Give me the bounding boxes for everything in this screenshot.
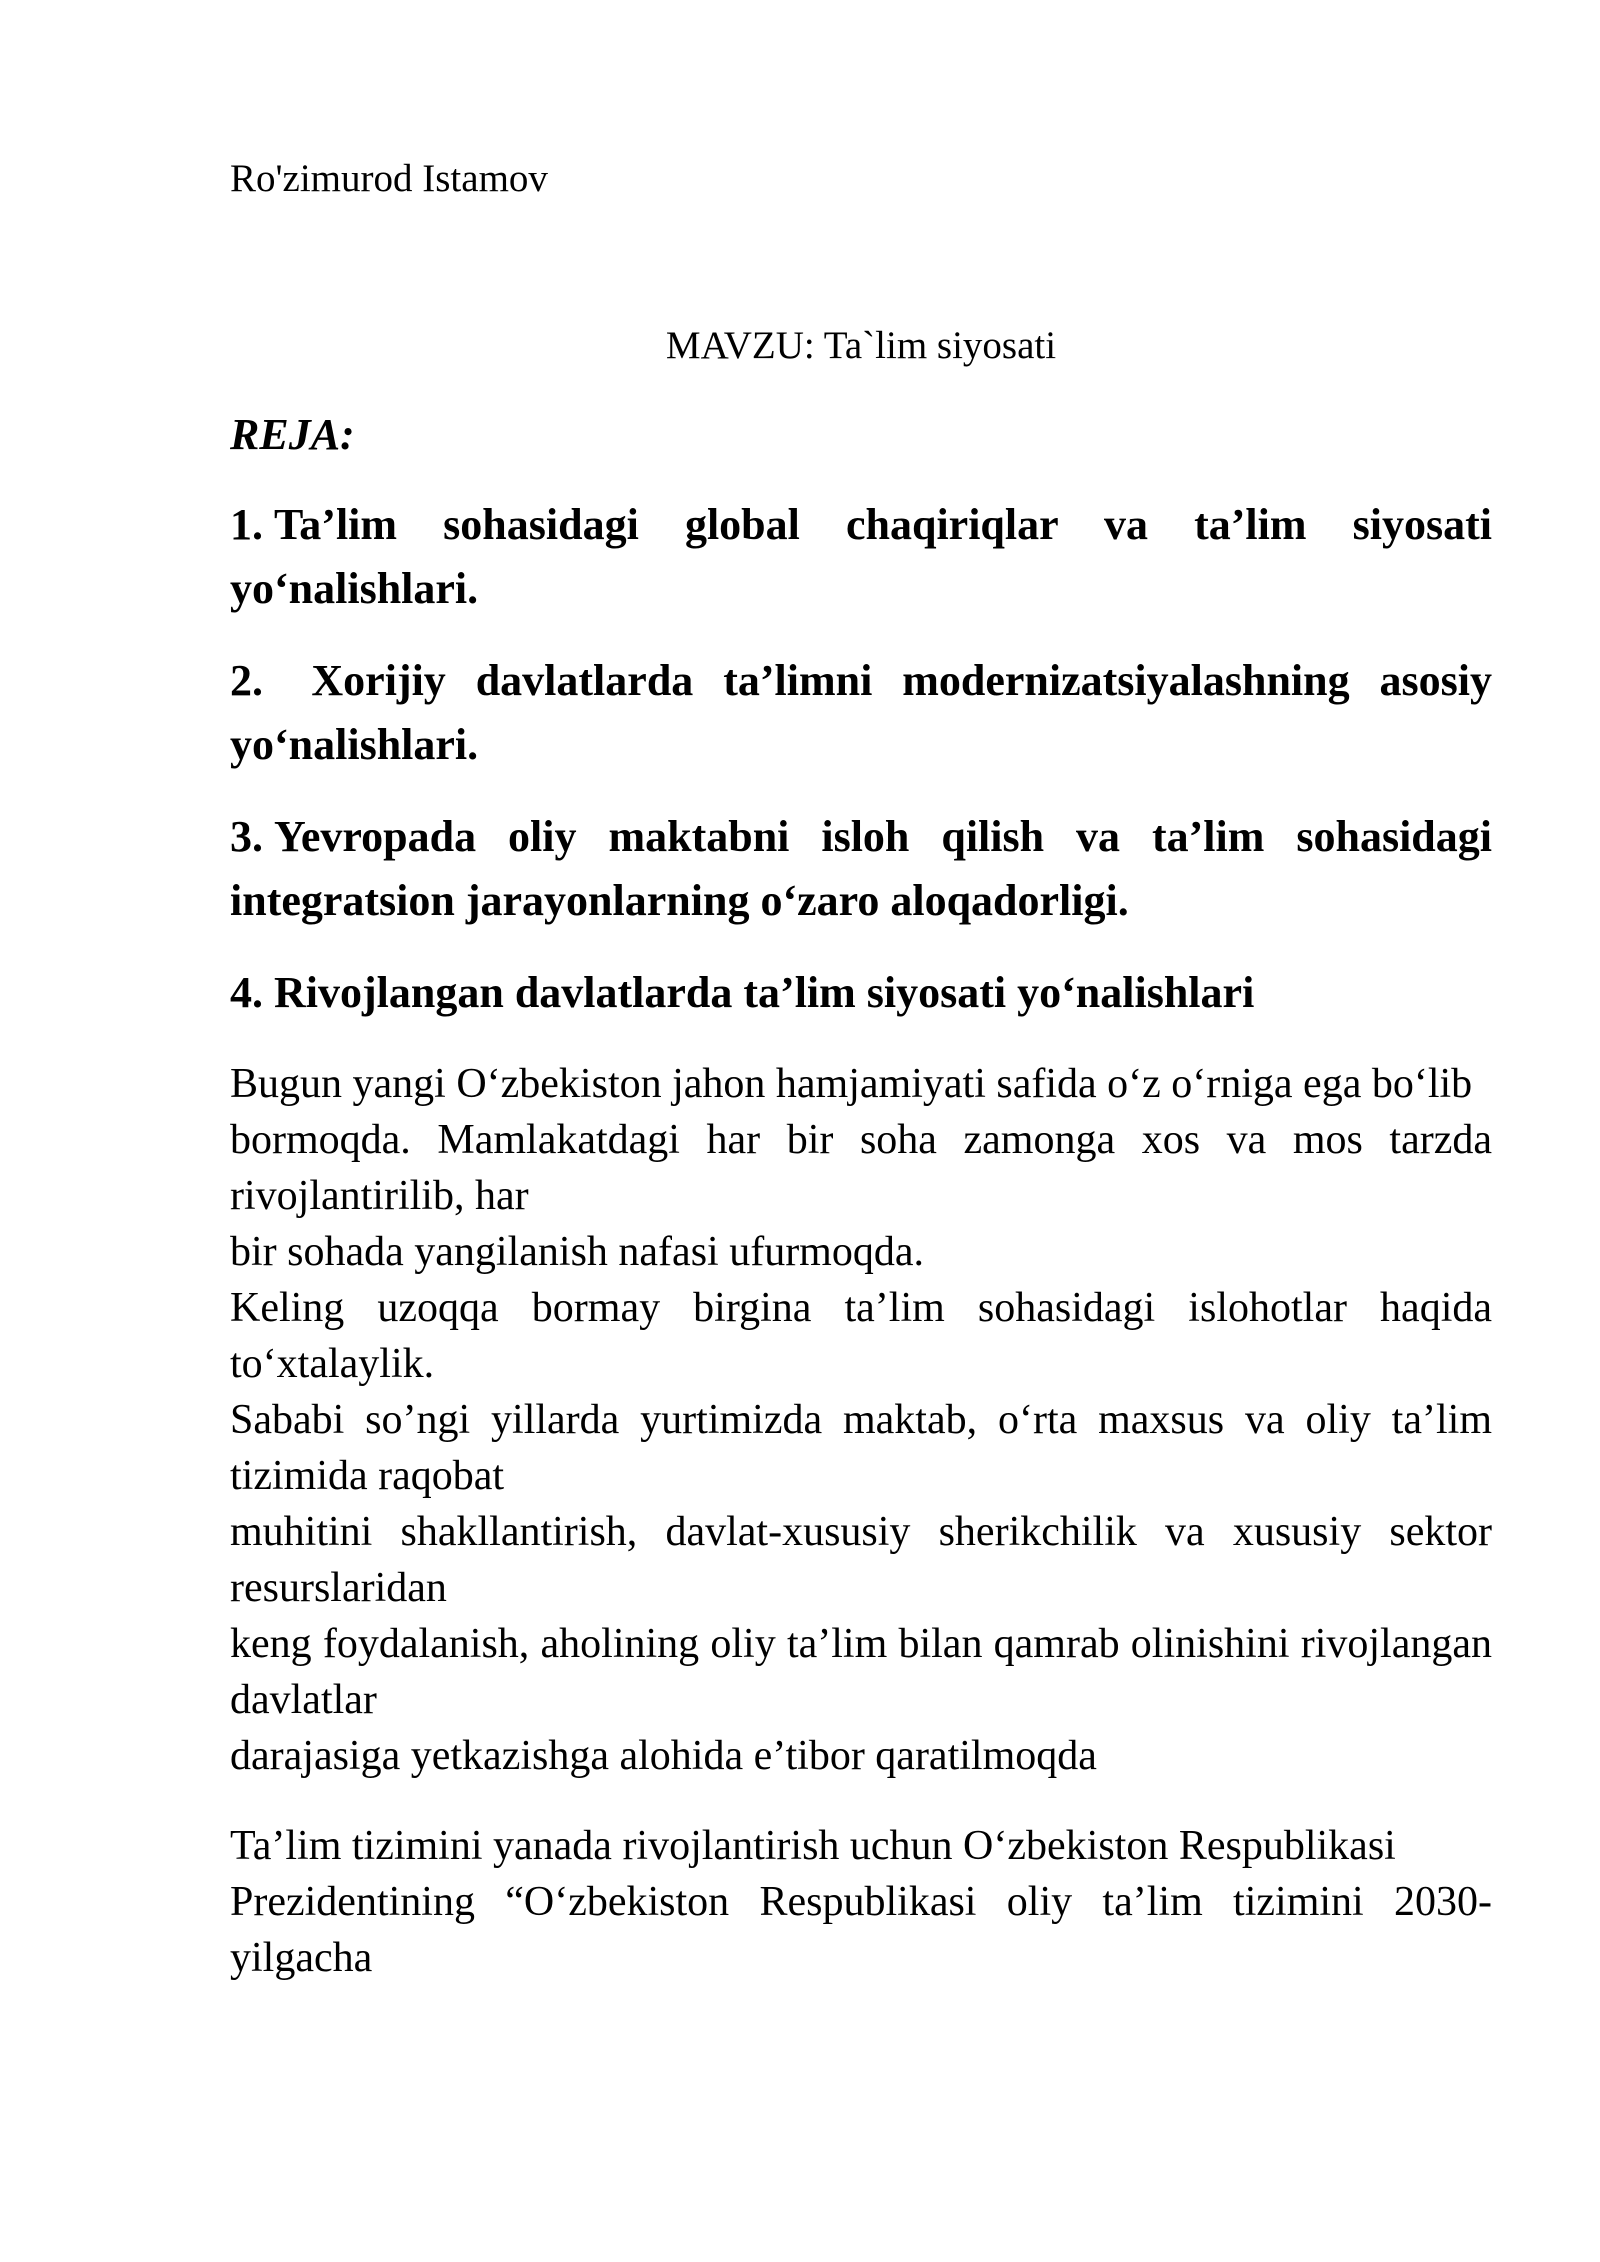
plan-item-text: Rivojlangan davlatlarda ta’lim siyosati yo‘nalishlari: [274, 968, 1255, 1017]
paragraph-line: keng foydalanish, aholining oliy ta’lim bilan qamrab olinishini rivojlangan davlatlar: [230, 1621, 1492, 1723]
plan-item-text: Ta’lim sohasidagi global chaqiriqlar va ta’lim siyosati yo‘nalishlari.: [230, 500, 1492, 613]
topic-title: MAVZU: Ta`lim siyosati: [665, 324, 1057, 367]
paragraph-line: Prezidentining “O‘zbekiston Respublikasi oliy ta’lim tizimini 2030-yilgacha: [230, 1879, 1492, 1981]
plan-heading: REJA:: [230, 410, 355, 459]
paragraph-line: darajasiga yetkazishga alohida e’tibor qaratilmoqda: [230, 1733, 1097, 1779]
paragraph-line: bir sohada yangilanish nafasi ufurmoqda.: [230, 1229, 924, 1275]
plan-item-number: 4.: [230, 968, 263, 1017]
plan-item-number: 1.: [230, 500, 263, 549]
paragraph-spacer: [230, 1784, 1492, 1818]
paragraph-line: Ta’lim tizimini yanada rivojlantirish uchun O‘zbekiston Respublikasi: [230, 1823, 1396, 1869]
plan-item-number: 2.: [230, 656, 263, 705]
plan-item-2: [230, 649, 1492, 777]
paragraph-1: [230, 1056, 1492, 1784]
plan-item-text: Yevropada oliy maktabni isloh qilish va ta’lim sohasidagi integratsion jarayonlarning o‘zaro aloqadorligi.: [230, 812, 1492, 925]
plan-item-number: 3.: [230, 812, 263, 861]
paragraph-line: muhitini shakllantirish, davlat-xususiy sherikchilik va xususiy sektor resurslaridan: [230, 1509, 1492, 1611]
paragraph-line: Sababi so’ngi yillarda yurtimizda maktab, o‘rta maxsus va oliy ta’lim tizimida raqobat: [230, 1397, 1492, 1499]
paragraph-2: [230, 1818, 1492, 1986]
plan-item-3: [230, 805, 1492, 933]
plan-list: [230, 493, 1492, 1053]
paragraph-line: bormoqda. Mamlakatdagi har bir soha zamonga xos va mos tarzda rivojlantirilib, har: [230, 1117, 1492, 1219]
author-name: Ro'zimurod Istamov: [230, 157, 548, 200]
paragraph-line: Bugun yangi O‘zbekiston jahon hamjamiyati safida o‘z o‘rniga ega bo‘lib: [230, 1061, 1473, 1107]
paragraph-line: Keling uzoqqa bormay birgina ta’lim sohasidagi islohotlar haqida to‘xtalaylik.: [230, 1285, 1492, 1387]
plan-item-text: Xorijiy davlatlarda ta’limni modernizatsiyalashning asosiy yo‘nalishlari.: [230, 656, 1492, 769]
plan-item-1: [230, 493, 1492, 621]
body-text: [230, 1056, 1492, 1986]
plan-item-4: [230, 961, 1492, 1025]
